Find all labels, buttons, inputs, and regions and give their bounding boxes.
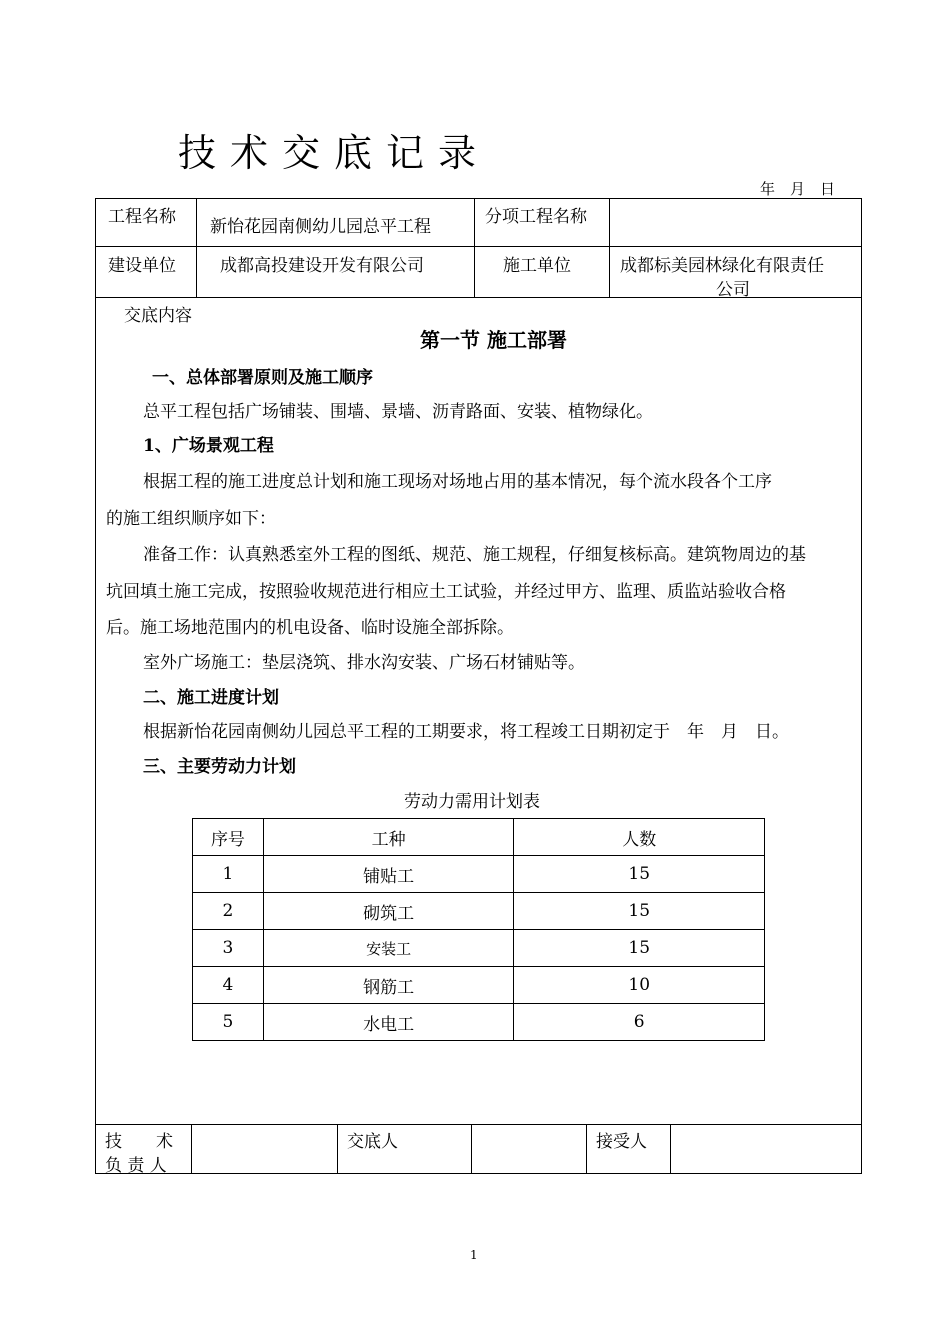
paragraph: 坑回填土施工完成，按照验收规范进行相应土工试验，并经过甲方、监理、质监站验收合格: [106, 582, 786, 602]
receiver-label: 接受人: [596, 1132, 647, 1152]
tech-lead-label: 技 术: [105, 1132, 173, 1152]
table-row: [193, 856, 765, 893]
row-divider: [95, 1124, 862, 1125]
paragraph: 室外广场施工：垫层浇筑、排水沟安装、广场石材铺贴等。: [143, 653, 585, 673]
paragraph: 的施工组织顺序如下：: [106, 509, 276, 529]
heading-1: 一、总体部署原则及施工顺序: [152, 368, 373, 388]
contractor-value-cont: 公司: [716, 280, 750, 300]
heading-2: 二、施工进度计划: [143, 688, 279, 708]
table-cell: 1: [193, 856, 264, 893]
paragraph: 总平工程包括广场铺装、围墙、景墙、沥青路面、安装、植物绿化。: [143, 402, 653, 422]
table-header: 序号: [193, 819, 264, 856]
col-divider: [670, 1124, 671, 1174]
col-divider: [191, 1124, 192, 1174]
page-number: 1: [470, 1248, 478, 1262]
table-cell: 3: [193, 930, 264, 967]
page-title: 技术交底记录: [178, 131, 491, 175]
paragraph: 根据新怡花园南侧幼儿园总平工程的工期要求，将工程竣工日期初定于 年 月 日。: [143, 722, 789, 742]
col-divider: [586, 1124, 587, 1174]
table-cell: 10: [514, 967, 765, 1004]
labor-plan-table: [192, 818, 765, 1041]
table-cell: 2: [193, 893, 264, 930]
table-cell: 15: [514, 930, 765, 967]
date-line: 年 月 日: [760, 180, 836, 198]
owner-label: 建设单位: [108, 256, 176, 276]
table-header: 人数: [514, 819, 765, 856]
table-header: 工种: [263, 819, 514, 856]
paragraph: 后。施工场地范围内的机电设备、临时设施全部拆除。: [106, 618, 514, 638]
section-title: 第一节 施工部署: [420, 328, 567, 352]
table-cell: 铺贴工: [263, 856, 514, 893]
sub-project-label: 分项工程名称: [485, 207, 587, 227]
table-row: [193, 967, 765, 1004]
project-name-label: 工程名称: [108, 207, 176, 227]
table-cell: 安装工: [263, 930, 514, 967]
table-caption: 劳动力需用计划表: [404, 792, 540, 812]
table-row: [193, 930, 765, 967]
col-divider: [337, 1124, 338, 1174]
table-cell: 钢筋工: [263, 967, 514, 1004]
heading-3: 三、主要劳动力计划: [143, 757, 296, 777]
col-divider: [471, 1124, 472, 1174]
table-header-row: [193, 819, 765, 856]
table-cell: 砌筑工: [263, 893, 514, 930]
table-row: [193, 1004, 765, 1041]
paragraph: 准备工作：认真熟悉室外工程的图纸、规范、施工规程，仔细复核标高。建筑物周边的基: [143, 545, 806, 565]
contractor-value: 成都标美园林绿化有限责任: [620, 256, 824, 276]
table-cell: 6: [514, 1004, 765, 1041]
contractor-label: 施工单位: [503, 256, 571, 276]
discloser-label: 交底人: [347, 1132, 398, 1152]
table-cell: 15: [514, 856, 765, 893]
paragraph: 根据工程的施工进度总计划和施工现场对场地占用的基本情况，每个流水段各个工序: [143, 472, 772, 492]
table-row: [193, 893, 765, 930]
col-divider: [196, 198, 197, 297]
content-label: 交底内容: [124, 306, 192, 326]
table-cell: 15: [514, 893, 765, 930]
tech-lead-label-cont: 负 责 人: [105, 1156, 167, 1176]
col-divider: [609, 198, 610, 297]
table-cell: 5: [193, 1004, 264, 1041]
col-divider: [474, 198, 475, 297]
owner-value: 成都高投建设开发有限公司: [220, 256, 424, 276]
row-divider: [95, 246, 862, 247]
table-cell: 水电工: [263, 1004, 514, 1041]
project-name-value: 新怡花园南侧幼儿园总平工程: [210, 217, 431, 237]
table-cell: 4: [193, 967, 264, 1004]
heading-1-1: 1、广场景观工程: [143, 436, 274, 456]
